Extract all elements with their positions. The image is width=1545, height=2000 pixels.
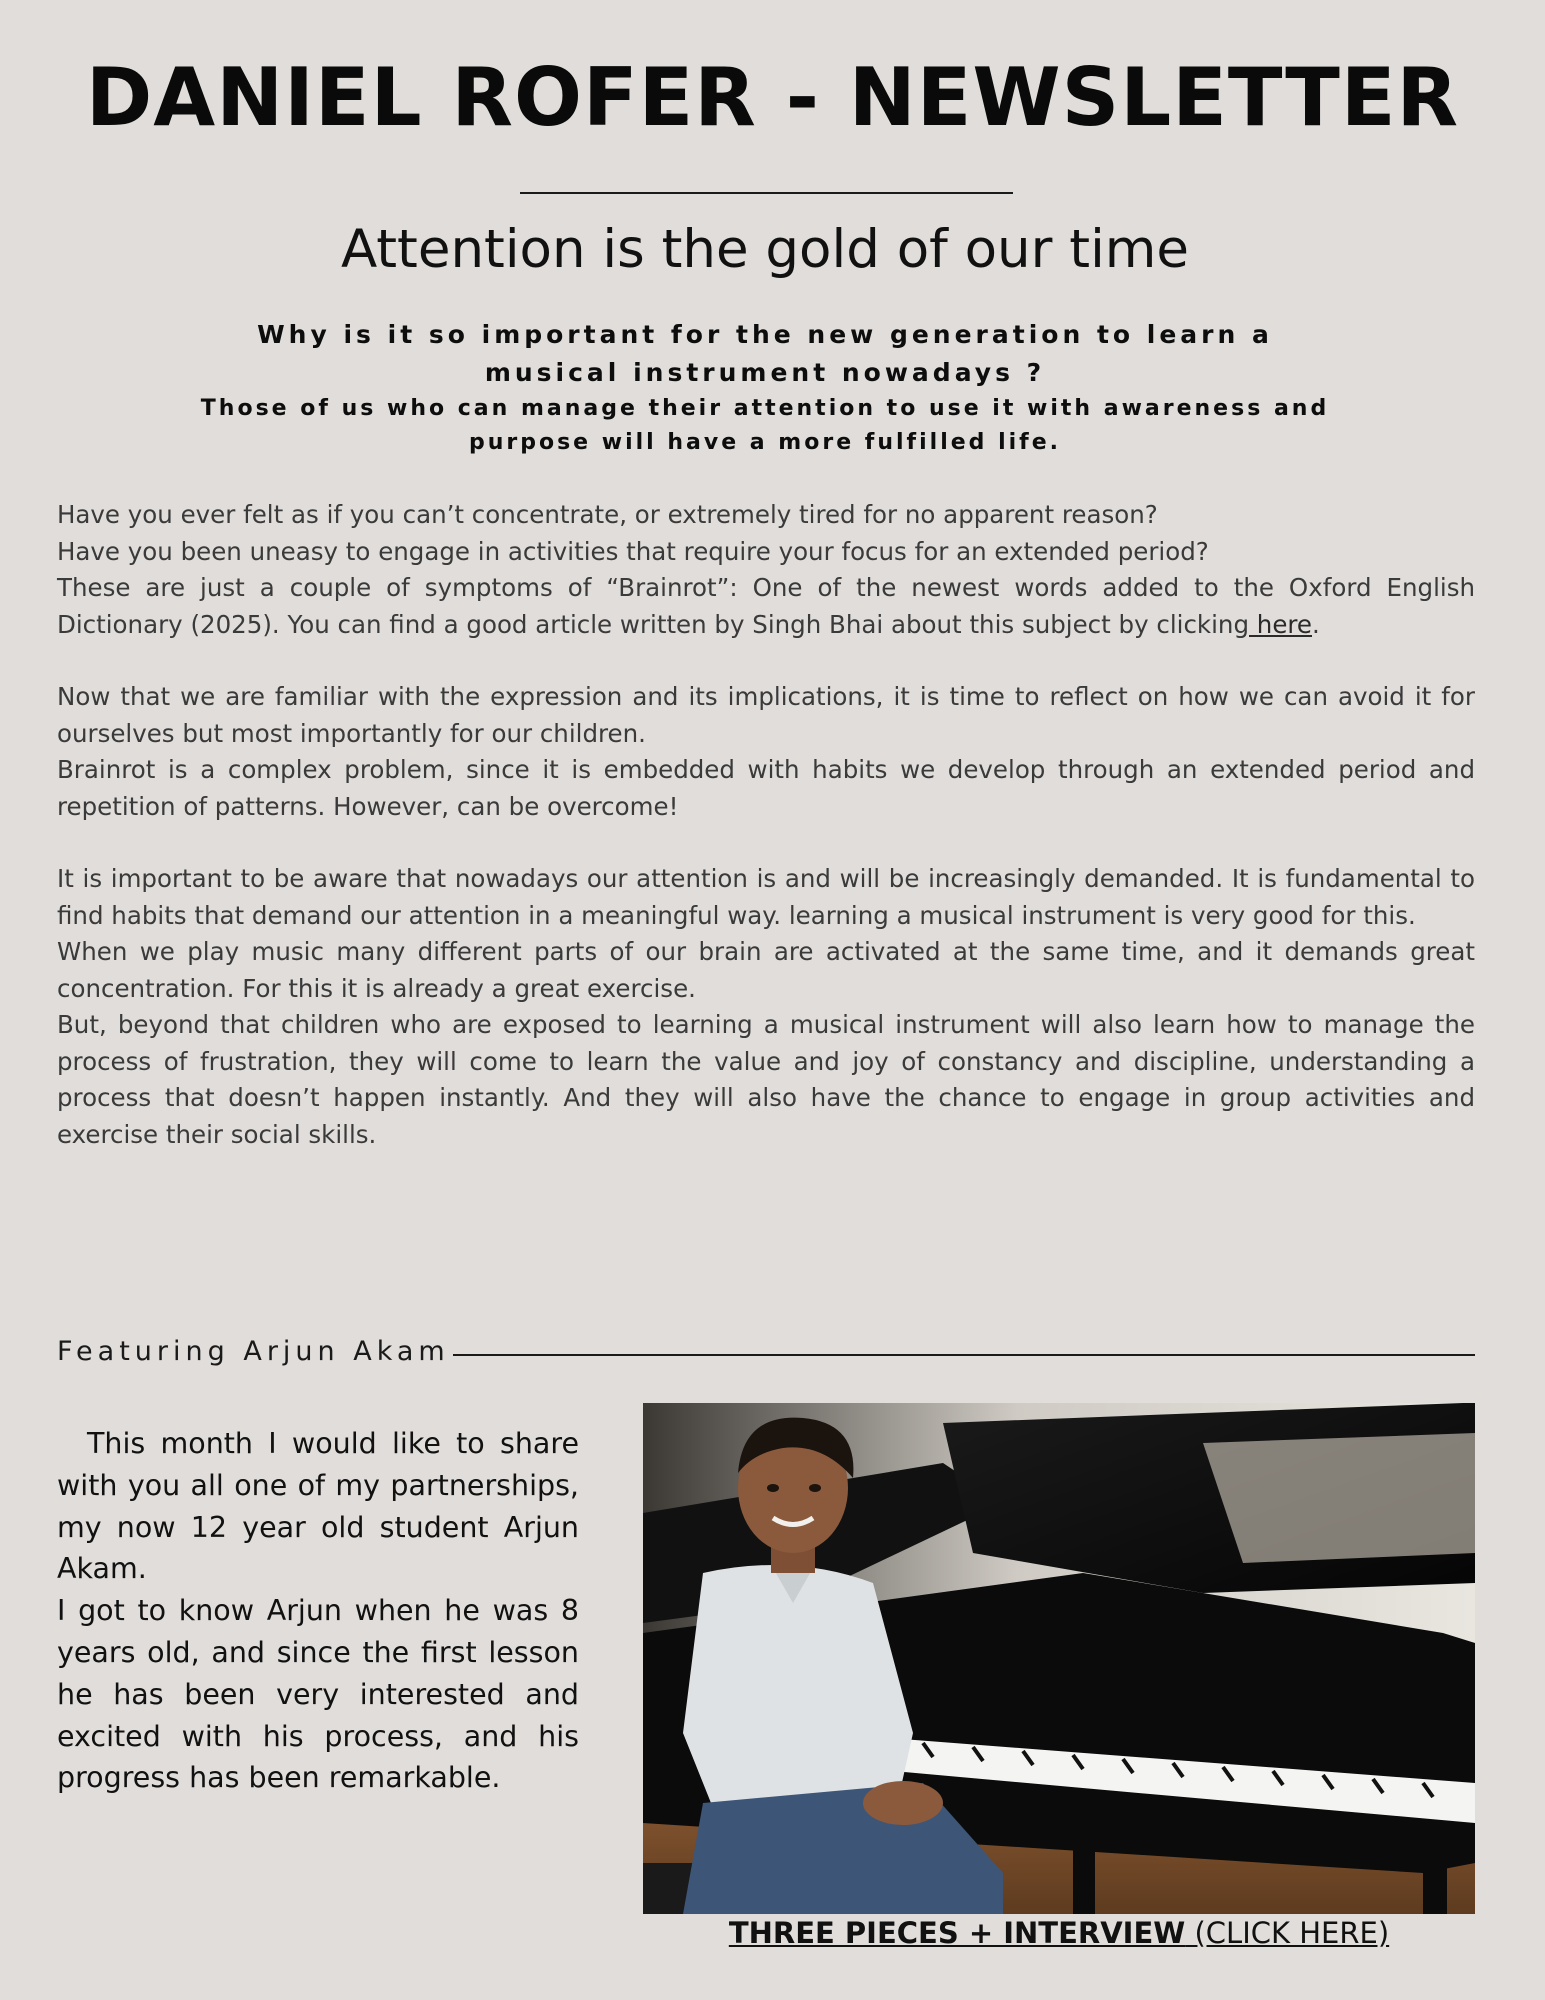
video-link-button[interactable] xyxy=(643,1915,1475,1951)
newsletter-title: DANIEL ROFER - NEWSLETTER xyxy=(85,51,1460,144)
paragraph-gap xyxy=(57,825,1475,861)
feature-paragraph: This month I would like to share with you all one of my partnerships, my now 12 year old student Arjun Akam. xyxy=(57,1427,579,1586)
article-sentence: But, beyond that children who are exposed to learning a musical instrument will also learn how to manage the process of frustration, they will come to learn the value and joy of constancy and discipline, understanding a process that doesn’t happen instantly. And they will also have the chance to engage in group activities and exercise their social skills. xyxy=(57,1010,1475,1149)
lead-question: Why is it so important for the new generation to learn a musical instrument nowadays ? xyxy=(257,320,1273,387)
article-paragraph xyxy=(57,497,1475,643)
article-sentence: When we play music many different parts of our brain are activated at the same time, and it demands great concentration. For this it is already a great exercise. xyxy=(57,937,1475,1003)
feature-divider xyxy=(453,1354,1475,1356)
article-sentence-end: . xyxy=(1312,609,1320,639)
article-sentence: Have you been uneasy to engage in activities that require your focus for an extended period? xyxy=(57,536,1209,566)
article-link-here[interactable]: here xyxy=(1249,609,1312,639)
newsletter-subtitle: Attention is the gold of our time xyxy=(340,219,1190,280)
article-paragraph xyxy=(57,679,1475,825)
feature-heading: Featuring Arjun Akam xyxy=(57,1336,450,1367)
lead-statement: Those of us who can manage their attention to use it with awareness and purpose will have a more fulfilled life. xyxy=(200,396,1330,455)
feature-paragraph: I got to know Arjun when he was 8 years old, and since the first lesson he has been very interested and excited with his process, and his progress has been remarkable. xyxy=(57,1594,579,1795)
feature-text xyxy=(57,1423,579,1799)
video-link-bold[interactable]: THREE PIECES + INTERVIEW xyxy=(728,1916,1186,1950)
title-divider xyxy=(520,192,1013,194)
student-piano-photo[interactable] xyxy=(643,1403,1475,1914)
article-body xyxy=(57,497,1475,1153)
paragraph-gap xyxy=(57,643,1475,679)
video-link-plain[interactable]: (CLICK HERE) xyxy=(1185,1916,1390,1950)
article-sentence: It is important to be aware that nowadays our attention is and will be increasingly demanded. It is fundamental to find habits that demand our attention in a meaningful way. learning a musical instrument is very good for this. xyxy=(57,864,1475,930)
article-sentence: Now that we are familiar with the expression and its implications, it is time to reflect on how we can avoid it for ourselves but most importantly for our children. xyxy=(57,682,1475,748)
article-paragraph xyxy=(57,861,1475,1153)
article-sentence: These are just a couple of symptoms of “Brainrot”: One of the newest words added to the Oxford English Dictionary (2025). You can find a good article written by Singh Bhai about this subject by clicking xyxy=(57,573,1475,639)
article-sentence: Have you ever felt as if you can’t concentrate, or extremely tired for no apparent reason? xyxy=(57,500,1158,529)
lead-section xyxy=(195,316,1335,460)
article-sentence: Brainrot is a complex problem, since it is embedded with habits we develop through an extended period and repetition of patterns. However, can be overcome! xyxy=(57,755,1475,821)
photo-illustration xyxy=(643,1403,1475,1914)
